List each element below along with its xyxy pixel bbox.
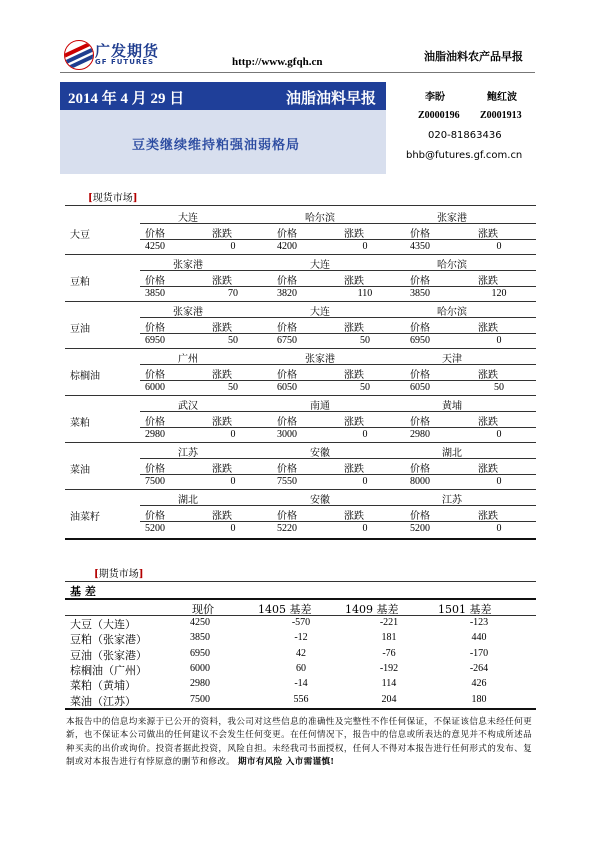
spot-price-value: 7500	[145, 476, 165, 487]
spot-price-value: 5220	[277, 523, 297, 534]
basis-title: 基 差	[70, 585, 96, 598]
logo-mark-icon	[64, 40, 94, 70]
spot-change-header: 涨跌	[344, 370, 364, 381]
header-divider	[60, 72, 535, 73]
spot-change-value: 0	[496, 476, 502, 487]
spot-price-value: 4250	[145, 241, 165, 252]
spot-price-value: 4350	[410, 241, 430, 252]
futures-top-rule	[65, 581, 536, 582]
spot-change-header: 涨跌	[212, 370, 232, 381]
spot-price-header: 价格	[410, 511, 430, 522]
spot-change-value: 110	[357, 288, 373, 299]
spot-price-value: 6950	[410, 335, 430, 346]
spot-city: 武汉	[178, 401, 198, 412]
basis-bottom-rule	[65, 708, 536, 710]
report-subtitle: 豆类继续维持粕强油弱格局	[132, 138, 301, 153]
spot-sub-rule	[140, 458, 536, 459]
spot-change-value: 0	[230, 241, 236, 252]
basis-value: 3850	[190, 632, 210, 644]
spot-city: 张家港	[437, 213, 467, 224]
spot-city: 天津	[442, 354, 462, 365]
basis-value: -76	[382, 647, 396, 659]
spot-city: 安徽	[310, 495, 330, 506]
basis-row-name: 豆粕（张家港）	[70, 633, 147, 647]
spot-city: 江苏	[178, 448, 198, 459]
spot-price-header: 价格	[410, 370, 430, 381]
spot-block-rule	[65, 489, 536, 490]
spot-price-value: 3850	[145, 288, 165, 299]
spot-price-value: 6050	[277, 382, 297, 393]
basis-row-name: 棕榈油（广州）	[70, 663, 147, 677]
spot-change-header: 涨跌	[212, 323, 232, 334]
spot-change-value: 50	[228, 382, 238, 393]
spot-product-name: 大豆	[70, 230, 90, 241]
spot-change-header: 涨跌	[478, 370, 498, 381]
spot-change-value: 50	[360, 382, 370, 393]
contact-phone: 020-81863436	[428, 130, 502, 141]
basis-value: 556	[293, 693, 309, 705]
spot-price-value: 6950	[145, 335, 165, 346]
basis-row-name: 豆油（张家港）	[70, 648, 147, 662]
disclaimer-body: 本报告中的信息均来源于已公开的资料，我公司对这些信息的准确性及完整性不作任何保证，不保证该信息未经任何更新，也不保证本公司做出的任何建议不会发生任何变更。在任何情况下，报告中的信息或所表达的意见并不构成所述品种买卖的出价或询价。投资者据此投资，风险自担。未经我司书面授权，任何人不得对本报告进行任何形式的发布、复制或对本报告进行有悖原意的删节和修改。	[66, 717, 532, 767]
spot-sub-rule	[140, 380, 536, 381]
spot-sub-rule	[140, 223, 536, 224]
basis-value: -123	[469, 617, 489, 628]
basis-value: 60	[296, 662, 306, 674]
spot-change-header: 涨跌	[212, 229, 232, 240]
basis-value: -570	[291, 617, 311, 628]
spot-price-value: 8000	[410, 476, 430, 487]
company-logo	[64, 40, 160, 68]
futures-section-label: [期货市场]	[94, 569, 144, 580]
spot-city: 广州	[178, 354, 198, 365]
spot-change-header: 涨跌	[478, 229, 498, 240]
spot-price-value: 3850	[410, 288, 430, 299]
spot-sub-rule	[140, 505, 536, 506]
spot-price-header: 价格	[277, 229, 297, 240]
spot-change-value: 0	[230, 429, 236, 440]
analyst-name-2: 鲍红波	[487, 92, 517, 103]
basis-value: 42	[296, 647, 306, 659]
spot-change-header: 涨跌	[212, 511, 232, 522]
spot-price-header: 价格	[277, 276, 297, 287]
spot-price-header: 价格	[277, 511, 297, 522]
spot-sub-rule	[140, 427, 536, 428]
basis-value: 426	[471, 678, 487, 690]
basis-column-header: 现价	[192, 603, 214, 616]
spot-change-value: 0	[496, 523, 502, 534]
spot-change-value: 0	[362, 241, 368, 252]
spot-product-name: 豆粕	[70, 277, 90, 288]
basis-row-name: 菜油（江苏）	[70, 694, 136, 708]
spot-price-header: 价格	[145, 464, 165, 475]
analyst-cert-2: Z0001913	[480, 110, 522, 121]
spot-change-header: 涨跌	[478, 417, 498, 428]
spot-city: 张家港	[305, 354, 335, 365]
analyst-name-1: 李盼	[425, 92, 445, 103]
spot-city: 大连	[310, 260, 330, 271]
spot-price-value: 6750	[277, 335, 297, 346]
title-banner	[60, 82, 386, 110]
contact-email[interactable]: bhb@futures.gf.com.cn	[406, 150, 523, 161]
spot-price-value: 6000	[145, 382, 165, 393]
spot-block-rule	[65, 442, 536, 443]
spot-product-name: 油菜籽	[70, 512, 100, 523]
spot-change-header: 涨跌	[212, 464, 232, 475]
spot-change-header: 涨跌	[344, 323, 364, 334]
spot-sub-rule	[140, 411, 536, 412]
logo-text-en: GF FUTURES	[95, 58, 155, 66]
report-date: 2014 年 4 月 29 日	[68, 91, 185, 107]
spot-block-rule	[65, 301, 536, 302]
spot-change-value: 0	[362, 476, 368, 487]
basis-value: 181	[381, 632, 397, 644]
spot-change-value: 0	[496, 335, 502, 346]
spot-price-value: 4200	[277, 241, 297, 252]
spot-price-header: 价格	[410, 276, 430, 287]
spot-price-header: 价格	[277, 370, 297, 381]
basis-value: -192	[379, 662, 399, 674]
spot-price-header: 价格	[277, 417, 297, 428]
basis-value: -221	[379, 617, 399, 628]
basis-value: -264	[469, 662, 489, 674]
spot-city: 湖北	[178, 495, 198, 506]
spot-change-header: 涨跌	[478, 276, 498, 287]
basis-value: 204	[381, 693, 397, 705]
basis-column-header: 1409 基差	[345, 603, 399, 616]
spot-price-value: 3000	[277, 429, 297, 440]
spot-change-value: 120	[491, 288, 507, 299]
spot-city: 江苏	[442, 495, 462, 506]
basis-value: -170	[469, 647, 489, 659]
spot-sub-rule	[140, 521, 536, 522]
spot-change-header: 涨跌	[478, 464, 498, 475]
spot-change-header: 涨跌	[344, 229, 364, 240]
spot-price-header: 价格	[410, 323, 430, 334]
spot-price-header: 价格	[145, 323, 165, 334]
basis-row-name: 大豆（大连）	[70, 618, 136, 631]
spot-change-value: 0	[362, 429, 368, 440]
spot-price-header: 价格	[277, 323, 297, 334]
basis-column-header: 1501 基差	[438, 603, 492, 616]
spot-change-header: 涨跌	[478, 511, 498, 522]
basis-value: -14	[294, 678, 308, 690]
spot-price-header: 价格	[410, 229, 430, 240]
spot-price-header: 价格	[145, 229, 165, 240]
spot-change-value: 0	[496, 241, 502, 252]
spot-city: 南通	[310, 401, 330, 412]
basis-value: -12	[294, 632, 308, 644]
basis-value: 6000	[190, 662, 210, 674]
spot-city: 大连	[310, 307, 330, 318]
report-title: 油脂油料早报	[285, 89, 376, 107]
basis-value: 440	[471, 632, 487, 644]
spot-product-name: 豆油	[70, 324, 90, 335]
spot-city: 哈尔滨	[437, 307, 467, 318]
website-link[interactable]: http://www.gfqh.cn	[232, 56, 323, 68]
spot-city: 张家港	[173, 260, 203, 271]
spot-price-header: 价格	[145, 276, 165, 287]
basis-value: 4250	[190, 617, 210, 628]
spot-city: 哈尔滨	[305, 213, 335, 224]
spot-sub-rule	[140, 286, 536, 287]
spot-price-header: 价格	[145, 370, 165, 381]
spot-city: 安徽	[310, 448, 330, 459]
spot-city: 大连	[178, 213, 198, 224]
spot-change-header: 涨跌	[478, 323, 498, 334]
spot-price-header: 价格	[410, 417, 430, 428]
spot-city: 哈尔滨	[437, 260, 467, 271]
logo-text-cn: 广发期货	[95, 42, 160, 60]
spot-price-header: 价格	[277, 464, 297, 475]
spot-change-value: 0	[362, 523, 368, 534]
spot-price-value: 7550	[277, 476, 297, 487]
spot-change-value: 0	[496, 429, 502, 440]
basis-column-header: 1405 基差	[258, 603, 312, 616]
spot-change-value: 50	[494, 382, 504, 393]
report-type: 油脂油料农产品早报	[424, 50, 523, 63]
spot-change-header: 涨跌	[344, 417, 364, 428]
spot-sub-rule	[140, 474, 536, 475]
spot-change-header: 涨跌	[344, 464, 364, 475]
spot-price-value: 2980	[145, 429, 165, 440]
spot-sub-rule	[140, 317, 536, 318]
spot-product-name: 棕榈油	[70, 371, 100, 382]
spot-product-name: 菜粕	[70, 418, 90, 429]
spot-top-rule	[65, 205, 536, 206]
spot-price-value: 3820	[277, 288, 297, 299]
spot-price-header: 价格	[145, 511, 165, 522]
spot-change-value: 0	[230, 523, 236, 534]
spot-price-header: 价格	[145, 417, 165, 428]
basis-row-name: 菜粕（黄埔）	[70, 679, 136, 693]
spot-sub-rule	[140, 333, 536, 334]
spot-bottom-rule	[65, 538, 536, 540]
spot-price-value: 5200	[410, 523, 430, 534]
spot-change-value: 0	[230, 476, 236, 487]
spot-change-header: 涨跌	[344, 276, 364, 287]
spot-section-label: [现货市场]	[88, 193, 138, 204]
spot-change-header: 涨跌	[212, 276, 232, 287]
spot-change-value: 50	[228, 335, 238, 346]
spot-change-value: 70	[228, 288, 238, 299]
subtitle-box	[60, 110, 386, 174]
spot-change-header: 涨跌	[344, 511, 364, 522]
spot-city: 湖北	[442, 448, 462, 459]
spot-sub-rule	[140, 364, 536, 365]
spot-price-header: 价格	[410, 464, 430, 475]
spot-block-rule	[65, 395, 536, 396]
disclaimer	[66, 716, 532, 769]
spot-price-value: 2980	[410, 429, 430, 440]
spot-sub-rule	[140, 239, 536, 240]
spot-change-value: 50	[360, 335, 370, 346]
spot-price-value: 6050	[410, 382, 430, 393]
spot-price-value: 5200	[145, 523, 165, 534]
spot-product-name: 菜油	[70, 465, 90, 476]
spot-change-header: 涨跌	[212, 417, 232, 428]
basis-value: 7500	[190, 693, 210, 705]
basis-value: 180	[471, 693, 487, 705]
analyst-cert-1: Z0000196	[418, 110, 460, 121]
basis-title-rule	[65, 598, 536, 600]
basis-value: 2980	[190, 678, 210, 690]
spot-sub-rule	[140, 270, 536, 271]
spot-block-rule	[65, 348, 536, 349]
spot-city: 黄埔	[442, 401, 462, 412]
basis-value: 6950	[190, 647, 210, 659]
spot-block-rule	[65, 254, 536, 255]
basis-value: 114	[381, 678, 397, 690]
risk-warning: 期市有风险 入市需谨慎!	[238, 756, 335, 767]
spot-city: 张家港	[173, 307, 203, 318]
